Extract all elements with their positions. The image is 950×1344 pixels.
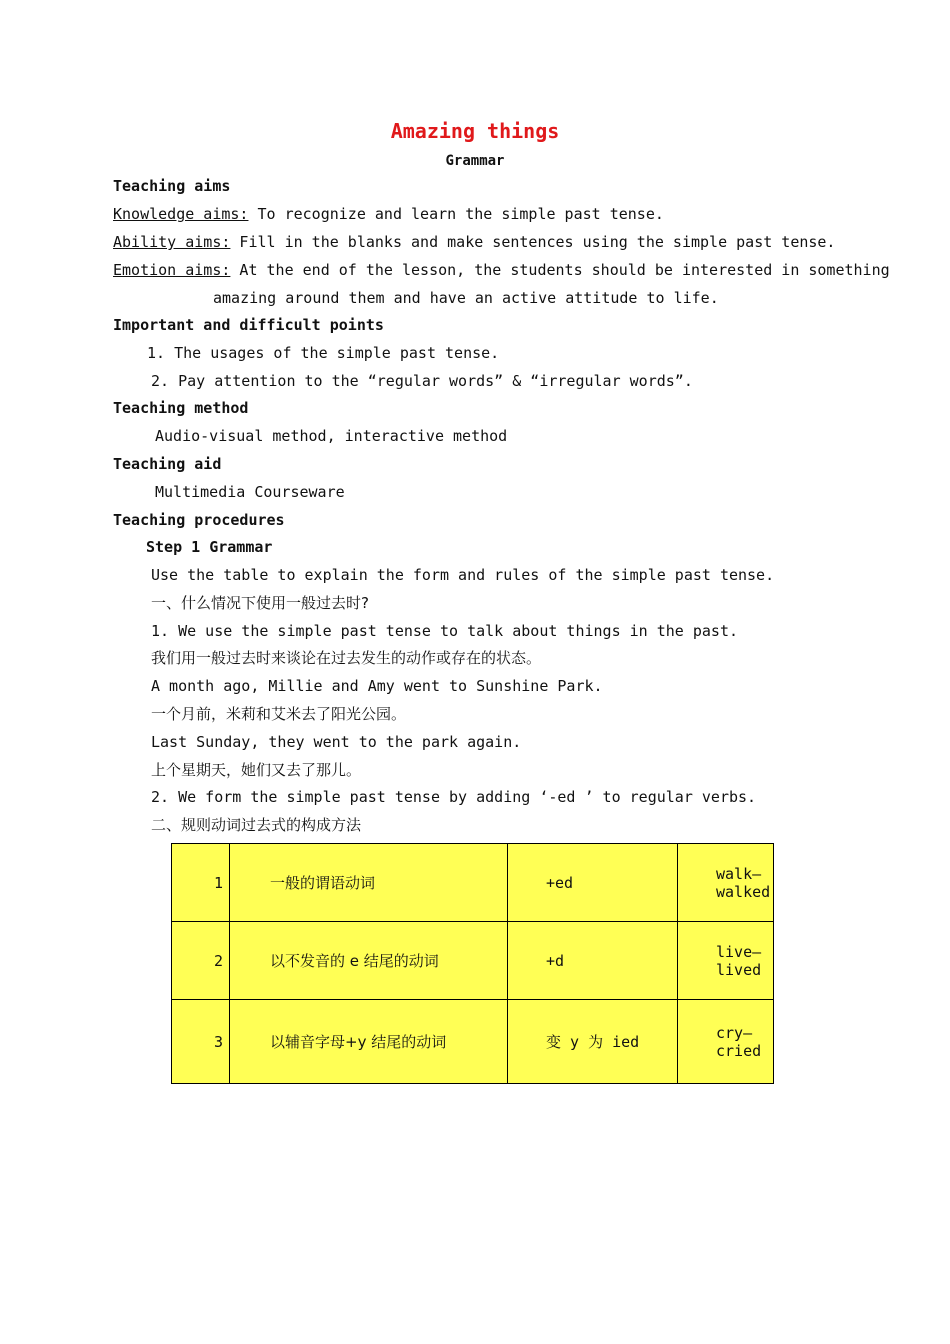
regular-verbs-table: [171, 843, 774, 1084]
emotion-aims-line: [113, 260, 890, 280]
question-1: 一、什么情况下使用一般过去时?: [151, 594, 369, 612]
procedures-intro: Use the table to explain the form and rules of the simple past tense.: [151, 566, 775, 584]
procedures-heading: Teaching procedures: [113, 511, 285, 529]
row-number: 1: [172, 844, 230, 922]
points-item-1: 1. The usages of the simple past tense.: [147, 344, 500, 362]
row-rule: 以不发音的 e 结尾的动词: [230, 922, 508, 1000]
teaching-aims-heading: Teaching aims: [113, 177, 231, 195]
rule-1-text: 1. We use the simple past tense to talk about things in the past.: [151, 622, 738, 640]
row-number: 2: [172, 922, 230, 1000]
row-number: 3: [172, 1000, 230, 1084]
table-row: [172, 844, 774, 922]
question-2: 二、规则动词过去式的构成方法: [151, 816, 362, 834]
points-item-2: 2. Pay attention to the “regular words” & “irregular words”.: [151, 372, 693, 390]
row-rule: 一般的谓语动词: [230, 844, 508, 922]
page-title: Amazing things: [390, 119, 560, 143]
row-example: live—lived: [678, 922, 774, 1000]
emotion-aims-text-continued: amazing around them and have an active attitude to life.: [213, 289, 719, 307]
method-text: Audio-visual method, interactive method: [155, 427, 508, 445]
ability-aims-text: Fill in the blanks and make sentences using the simple past tense.: [230, 233, 836, 251]
method-heading: Teaching method: [113, 399, 249, 417]
ability-aims-line: [113, 232, 835, 252]
row-rule: 以辅音字母+y 结尾的动词: [230, 1000, 508, 1084]
knowledge-aims-label: Knowledge aims:: [113, 205, 249, 223]
ability-aims-label: Ability aims:: [113, 233, 231, 251]
table-row: [172, 922, 774, 1000]
row-suffix: 变 y 为 ied: [508, 1000, 678, 1084]
rule-1-translation: 我们用一般过去时来谈论在过去发生的动作或存在的状态。: [151, 649, 542, 667]
emotion-aims-text: At the end of the lesson, the students should be interested in something: [230, 261, 890, 279]
example-2: Last Sunday, they went to the park again.: [151, 733, 522, 751]
knowledge-aims-line: [113, 204, 664, 224]
knowledge-aims-text: To recognize and learn the simple past tense.: [248, 205, 664, 223]
example-1: A month ago, Millie and Amy went to Sunshine Park.: [151, 677, 603, 695]
rule-2-text: 2. We form the simple past tense by adding ‘-ed ’ to regular verbs.: [151, 788, 757, 806]
table-row: [172, 1000, 774, 1084]
row-example: cry—cried: [678, 1000, 774, 1084]
row-suffix: +d: [508, 922, 678, 1000]
points-heading: Important and difficult points: [113, 316, 384, 334]
page-subtitle: Grammar: [445, 153, 505, 169]
aid-heading: Teaching aid: [113, 455, 222, 473]
row-example: walk—walked: [678, 844, 774, 922]
example-1-translation: 一个月前，米莉和艾米去了阳光公园。: [151, 705, 407, 723]
row-suffix: +ed: [508, 844, 678, 922]
example-2-translation: 上个星期天，她们又去了那儿。: [151, 761, 362, 779]
step1-heading: Step 1 Grammar: [146, 538, 273, 556]
aid-text: Multimedia Courseware: [155, 483, 345, 501]
emotion-aims-label: Emotion aims:: [113, 261, 231, 279]
